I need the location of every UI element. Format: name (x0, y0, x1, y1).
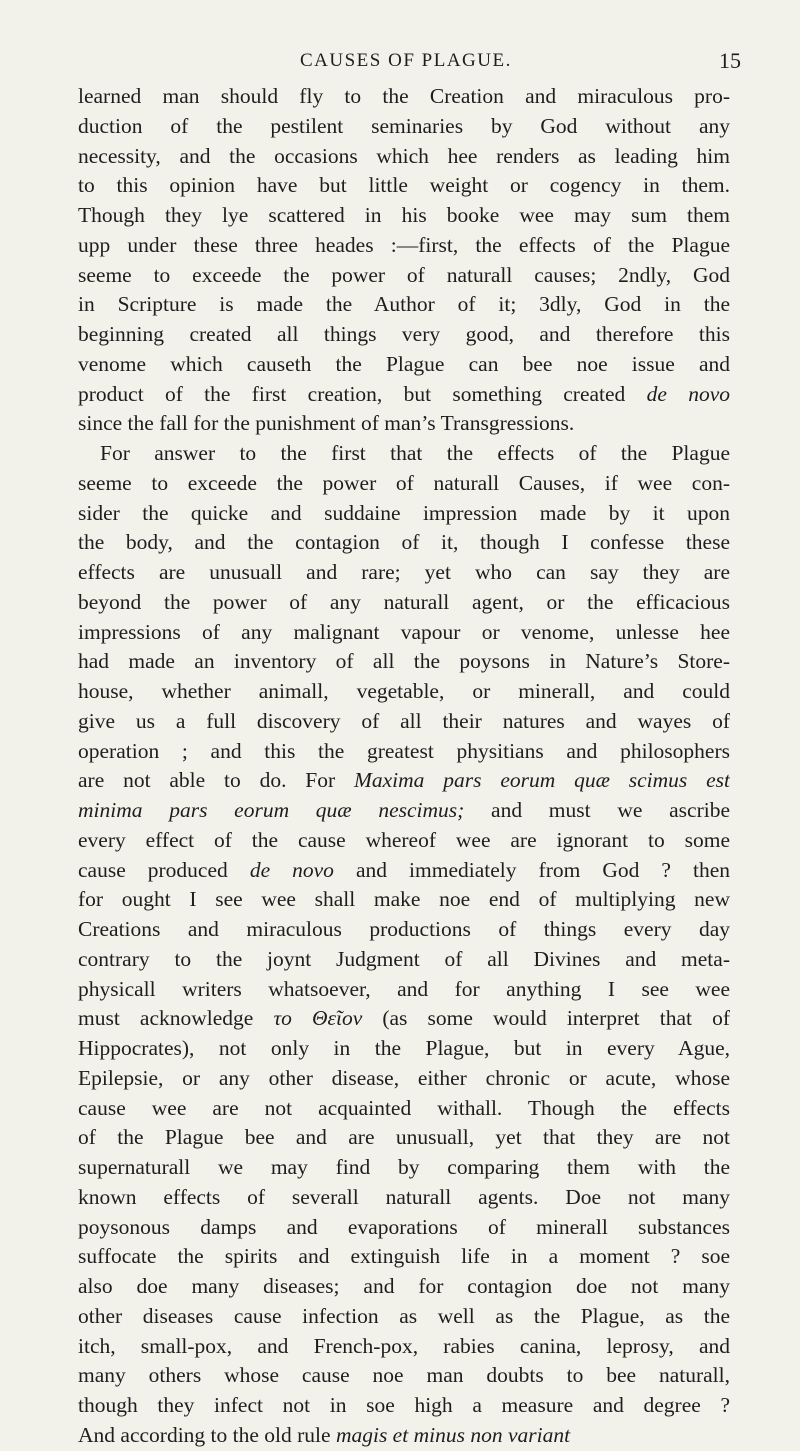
text-segment: other diseases cause infection as well as the Plague, as the (78, 1303, 730, 1328)
text-line (78, 1272, 730, 1302)
text-line (78, 409, 730, 439)
italic-text: το Θεῖον (273, 1006, 363, 1031)
text-segment: poysonous damps and evaporations of minerall substances (78, 1214, 730, 1239)
italic-text: Maxima pars eorum quæ scimus est (353, 768, 730, 793)
text-segment: suffocate the spirits and extinguish life in a moment ? soe (78, 1244, 730, 1269)
text-segment: seeme to exceede the power of naturall Causes, if wee con- (78, 470, 730, 495)
text-segment: Epilepsie, or any other disease, either chronic or acute, whose (78, 1065, 730, 1090)
text-line (78, 380, 730, 410)
text-segment: known effects of severall naturall agents. Doe not many (78, 1184, 730, 1209)
text-segment: must acknowledge (78, 1006, 274, 1031)
text-segment: also doe many diseases; and for contagion doe not many (78, 1274, 730, 1298)
text-line (78, 915, 730, 945)
text-line (78, 1183, 730, 1213)
text-segment: duction of the pestilent seminaries by God without any (78, 113, 730, 138)
text-segment: many others whose cause noe man doubts to bee naturall, (78, 1363, 730, 1388)
text-segment: for ought I see wee shall make noe end of multiplying new (78, 887, 730, 912)
text-segment: cause produced (78, 857, 250, 882)
text-line (78, 469, 730, 499)
text-segment: though they infect not in soe high a measure and degree ? (78, 1393, 730, 1417)
text-line (78, 1004, 730, 1034)
text-line (78, 826, 730, 856)
running-header: CAUSES OF PLAGUE. (300, 50, 512, 71)
italic-text: magis et minus non variant (335, 1422, 571, 1447)
text-segment: house, whether animall, vegetable, or minerall, and could (78, 679, 730, 703)
text-line (78, 231, 730, 261)
text-line (78, 1034, 730, 1064)
text-line (78, 647, 730, 677)
text-line (78, 1213, 730, 1243)
body-text (78, 82, 730, 1451)
text-line (78, 1391, 730, 1421)
text-segment: necessity, and the occasions which hee renders as leading him (78, 143, 730, 168)
text-segment: Though they lye scattered in his booke wee may sum them (78, 203, 730, 227)
text-segment: cause wee are not acquainted withall. Though the effects (78, 1095, 730, 1120)
text-line (78, 1094, 730, 1124)
text-segment: And according to the old rule (78, 1422, 336, 1447)
text-segment: upp under these three heades :—first, the effects of the Plague (78, 232, 730, 257)
italic-text: de novo (249, 857, 334, 882)
text-line (78, 171, 730, 201)
text-line (78, 439, 730, 469)
text-segment: supernaturall we may find by comparing them with the (78, 1155, 730, 1179)
text-segment: Hippocrates), not only in the Plague, but in every Ague, (78, 1036, 730, 1060)
text-line (78, 856, 730, 886)
text-segment: effects are unusuall and rare; yet who can say they are (78, 560, 730, 584)
text-line (78, 796, 730, 826)
text-line (78, 1064, 730, 1094)
italic-text: de novo (646, 381, 730, 406)
text-line (78, 499, 730, 529)
text-segment: the body, and the contagion of it, though I confesse these (78, 530, 730, 555)
text-line (78, 558, 730, 588)
text-segment: Creations and miraculous productions of things every day (78, 917, 730, 941)
text-line (78, 290, 730, 320)
text-segment: beginning created all things very good, and therefore this (78, 322, 730, 346)
text-line (78, 82, 730, 112)
text-line (78, 1421, 730, 1451)
text-segment: and immediately from God ? then (333, 857, 730, 882)
text-segment: beyond the power of any naturall agent, or the efficacious (78, 589, 730, 614)
text-line (78, 1332, 730, 1362)
text-segment: every effect of the cause whereof wee are ignorant to some (78, 827, 730, 852)
text-line (78, 1123, 730, 1153)
text-line (78, 1242, 730, 1272)
text-segment: For answer to the first that the effects of the Plague (100, 441, 730, 465)
text-segment: (as some would interpret that of (362, 1006, 730, 1031)
text-segment: product of the first creation, but something created (78, 381, 647, 406)
text-segment: impressions of any malignant vapour or venome, unlesse hee (78, 619, 730, 644)
text-line (78, 618, 730, 648)
text-segment: learned man should fly to the Creation and miraculous pro- (78, 84, 730, 108)
text-segment: contrary to the joynt Judgment of all Divines and meta- (78, 946, 730, 971)
italic-text: minima pars eorum quæ nescimus; (78, 798, 465, 822)
text-segment: in Scripture is made the Author of it; 3dly, God in the (78, 292, 730, 317)
text-line (78, 1302, 730, 1332)
text-segment: and must we ascribe (464, 798, 730, 822)
text-line (78, 112, 730, 142)
text-line (78, 320, 730, 350)
text-line (78, 707, 730, 737)
text-segment: operation ; and this the greatest physitians and philosophers (78, 738, 730, 763)
text-segment: since the fall for the punishment of man’s Transgressions. (78, 411, 575, 436)
text-segment: of the Plague bee and are unusuall, yet that they are not (78, 1125, 730, 1150)
text-line (78, 528, 730, 558)
text-line (78, 350, 730, 380)
text-line (78, 677, 730, 707)
text-line (78, 945, 730, 975)
text-segment: are not able to do. For (78, 768, 354, 793)
text-line (78, 766, 730, 796)
text-line (78, 261, 730, 291)
text-segment: seeme to exceede the power of naturall causes; 2ndly, God (78, 262, 730, 287)
text-segment: to this opinion have but little weight or cogency in them. (78, 173, 730, 198)
text-segment: had made an inventory of all the poysons in Nature’s Store- (78, 649, 730, 674)
text-segment: venome which causeth the Plague can bee noe issue and (78, 351, 730, 376)
text-line (78, 588, 730, 618)
text-segment: give us a full discovery of all their natures and wayes of (78, 708, 730, 733)
page-number: 15 (719, 48, 741, 73)
text-line (78, 201, 730, 231)
text-line (78, 1153, 730, 1183)
text-line (78, 142, 730, 172)
text-line (78, 1361, 730, 1391)
text-line (78, 737, 730, 767)
text-line (78, 975, 730, 1005)
text-segment: physicall writers whatsoever, and for anything I see wee (78, 976, 730, 1001)
text-segment: itch, small-pox, and French-pox, rabies canina, leprosy, and (78, 1333, 730, 1358)
text-segment: sider the quicke and suddaine impression made by it upon (78, 500, 730, 525)
text-line (78, 885, 730, 915)
